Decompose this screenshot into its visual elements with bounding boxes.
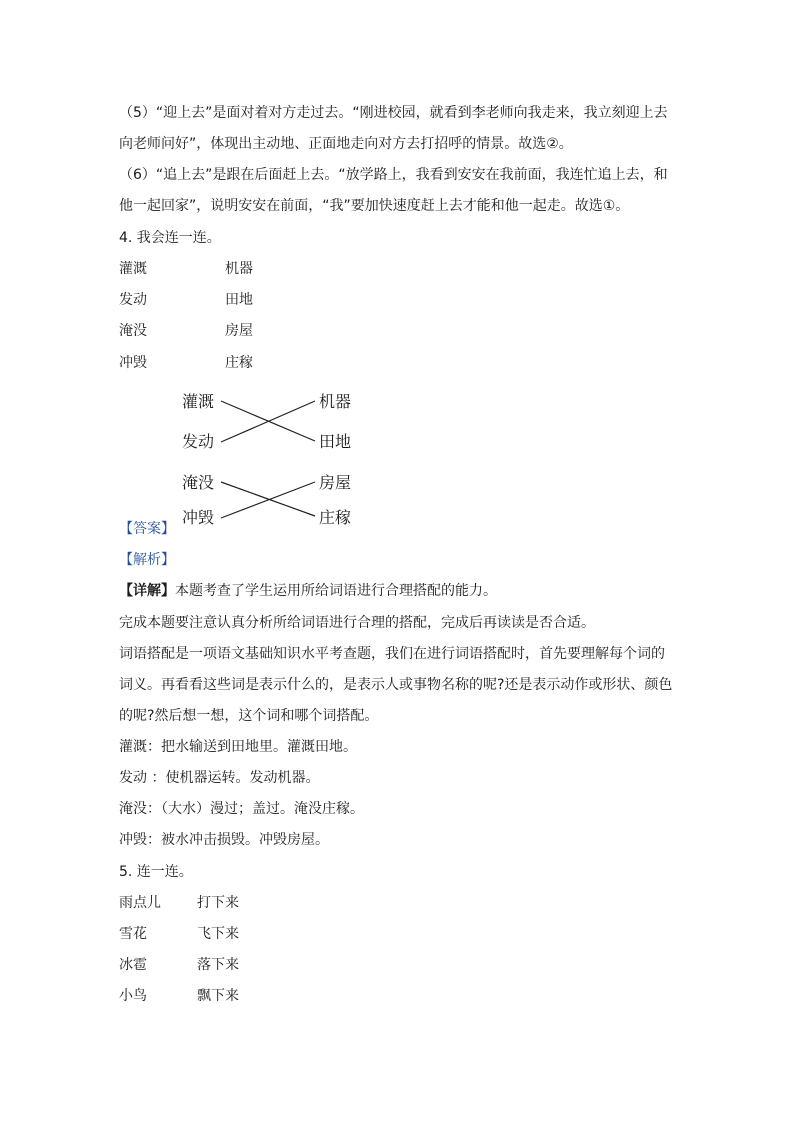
detail-label: 【详解】 <box>119 583 175 599</box>
q4-left-word: 发动 <box>119 292 147 308</box>
detail-line <box>119 581 497 601</box>
diagram-right-word: 机器 <box>319 392 352 411</box>
diagram-right-word: 房屋 <box>319 473 352 492</box>
q3-item6-line1: （6）“追上去”是跟在后面赶上去。“放学路上，我看到安安在我前面，我连忙追上去，和 <box>119 167 668 183</box>
paragraph: 的呢?然后想一想，这个词和哪个词搭配。 <box>119 708 379 724</box>
definition: 灌溉：把水输送到田地里。灌溉田地。 <box>119 739 357 755</box>
q5-right-word: 打下来 <box>197 895 239 911</box>
diagram-left-word: 淹没 <box>182 473 215 492</box>
analysis-label: 【解析】 <box>119 552 175 568</box>
q4-left-word: 灌溉 <box>119 261 147 277</box>
q5-left-word: 小鸟 <box>119 988 147 1004</box>
diagram-left-word: 冲毁 <box>182 508 215 527</box>
q5-title: 5. 连一连。 <box>119 864 193 880</box>
q4-right-word: 机器 <box>225 261 253 277</box>
diagram-right-word: 庄稼 <box>319 508 352 527</box>
paragraph: 词义。再看看这些词是表示什么的，是表示人或事物名称的呢?还是表示动作或形状、颜色 <box>119 677 673 693</box>
definition: 发动 ：使机器运转。发动机器。 <box>119 770 320 786</box>
definition: 淹没：（大水）漫过；盖过。淹没庄稼。 <box>119 801 364 817</box>
q5-left-word: 雨点儿 <box>119 895 161 911</box>
q5-left-word: 冰雹 <box>119 957 147 973</box>
q4-right-word: 房屋 <box>225 323 253 339</box>
diagram-left-word: 发动 <box>182 432 215 451</box>
q5-right-word: 飞下来 <box>197 926 239 942</box>
q4-left-word: 冲毁 <box>119 355 147 371</box>
definition: 冲毁：被水冲击损毁。冲毁房屋。 <box>119 832 329 848</box>
q3-item6-line2: 他一起回家”，说明安安在前面，“我”要加快速度赶上去才能和他一起走。故选①。 <box>119 198 630 214</box>
q3-item5-line2: 向老师问好”，体现出主动地、正面地走向对方去打招呼的情景。故选②。 <box>119 136 573 152</box>
paragraph: 完成本题要注意认真分析所给词语进行合理的搭配，完成后再读读是否合适。 <box>119 615 595 631</box>
diagram-right-word: 田地 <box>319 432 352 451</box>
q5-right-word: 落下来 <box>197 957 239 973</box>
q3-item5-line1: （5）“迎上去”是面对着对方走过去。“刚进校园，就看到李老师向我走来，我立刻迎上去 <box>119 105 668 121</box>
q5-right-word: 飘下来 <box>197 988 239 1004</box>
q4-right-word: 田地 <box>225 292 253 308</box>
q4-right-word: 庄稼 <box>225 355 253 371</box>
q4-left-word: 淹没 <box>119 323 147 339</box>
diagram-left-word: 灌溉 <box>182 392 215 411</box>
detail-text: 本题考查了学生运用所给词语进行合理搭配的能力。 <box>175 583 497 599</box>
q5-left-word: 雪花 <box>119 926 147 942</box>
answer-label: 【答案】 <box>119 521 175 537</box>
paragraph: 词语搭配是一项语文基础知识水平考查题，我们在进行词语搭配时，首先要理解每个词的 <box>119 646 665 662</box>
q4-title: 4. 我会连一连。 <box>119 230 221 246</box>
